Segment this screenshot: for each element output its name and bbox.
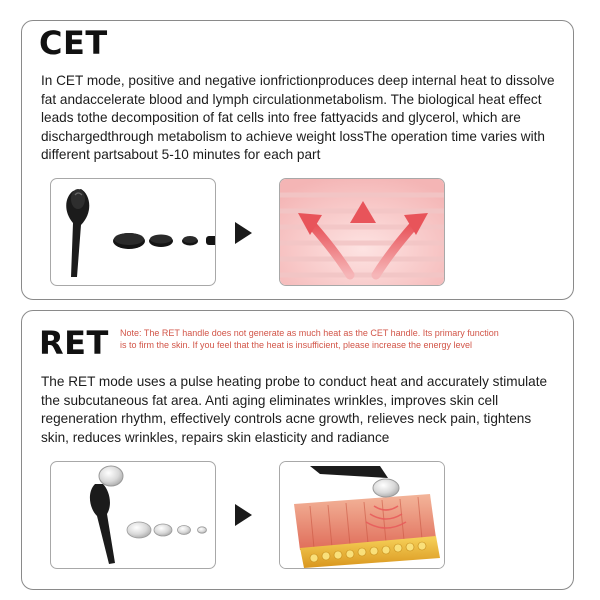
cet-heading: CET [39,24,108,62]
ret-note: Note: The RET handle does not generate as much heat as the CET handle. Its primary function is to firm the skin. If you feel that the heat is insufficient, please increase the energy level [120,328,499,350]
ret-description: The RET mode uses a pulse heating probe to conduct heat and accurately stimulate the subcutaneous fat area. Anti aging eliminates wrinkles, improves skin cell regeneration rhythm, effectively controls acne growth, relieves neck pain, tightens skin, reduces wrinkles, repairs skin elasticity and radiance [41,374,548,445]
cet-section [21,20,574,300]
right-triangle-arrow-icon [235,222,252,244]
heat-effect-image [279,178,445,286]
cet-description: In CET mode, positive and negative ionfrictionproduces deep internal heat to dissolve fat andaccelerate blood and lymph circulationmetabolism. The biological heat effect leads tothe decomposition of fat cells into free fattyacids and glycerol, which are dischargedthrough metabolism to achieve weight lossThe operation time varies with different partsabout 5-10 minutes for each part [41,73,555,163]
cet-handle-with-black-heads-icon [51,179,216,286]
skin-treatment-image [279,461,445,569]
skin-layer-treatment-icon [280,462,445,569]
cet-handle-image [50,178,216,286]
ret-section [21,310,574,590]
heat-rising-arrows-icon [280,179,445,286]
ret-handle-with-silver-heads-icon [51,462,216,569]
ret-heading: RET [39,324,109,362]
right-triangle-arrow-icon [235,504,252,526]
ret-handle-image [50,461,216,569]
